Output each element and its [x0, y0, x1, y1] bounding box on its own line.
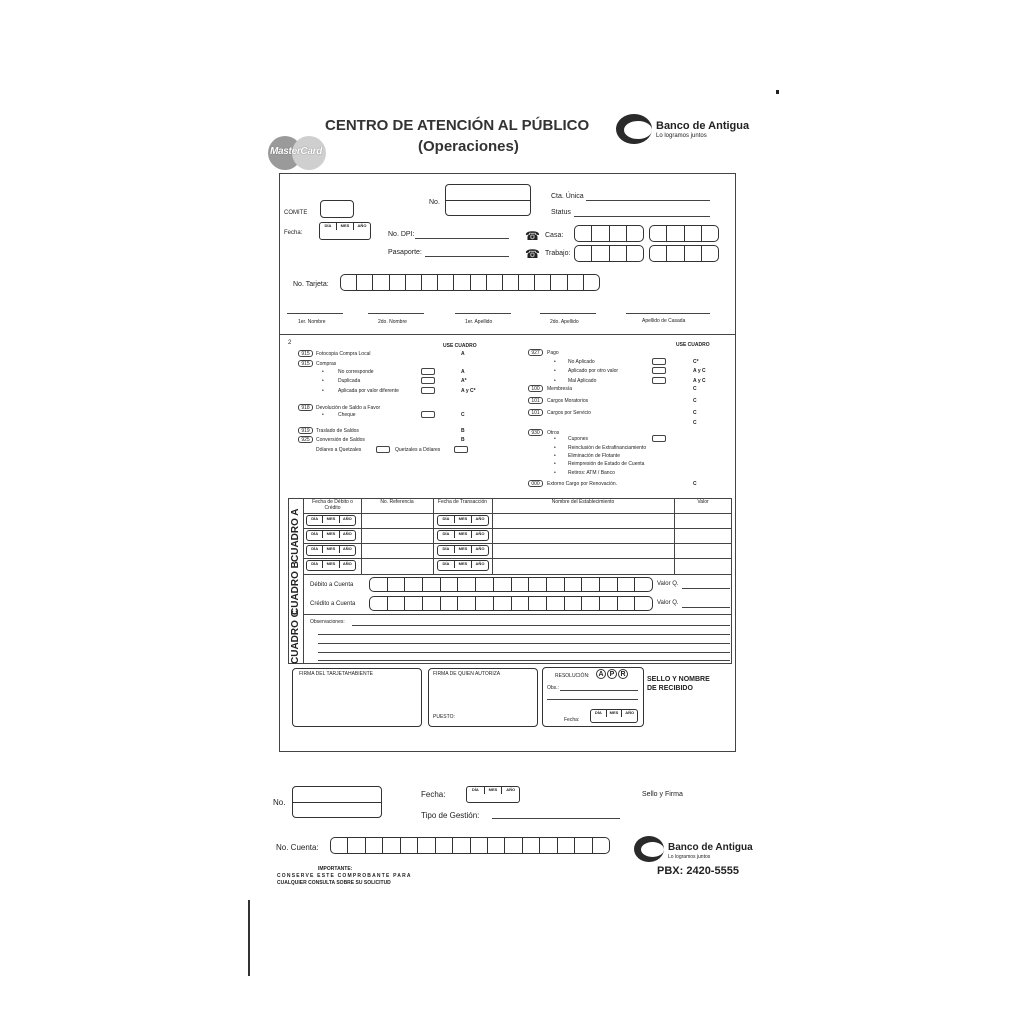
dpi-field[interactable] [415, 238, 509, 239]
debito-date-box[interactable]: DÍA MES AÑO [306, 530, 356, 541]
bank-name: Banco de Antigua [656, 120, 750, 132]
pasaporte-label: Pasaporte: [388, 249, 422, 256]
option-checkbox[interactable] [421, 377, 435, 384]
transaccion-date-box[interactable]: DÍA MES AÑO [437, 560, 489, 571]
firma-tarjetahabiente-label: FIRMA DEL TARJETAHABIENTE [299, 671, 373, 677]
no-label: No. [429, 199, 440, 206]
comite-label: COMITE [284, 210, 308, 216]
observaciones-line-5[interactable] [318, 660, 730, 661]
column-divider [674, 498, 675, 574]
mastercard-logo-text: MasterCard [270, 146, 323, 157]
option-code: 915 [298, 350, 313, 357]
status-label: Status [551, 209, 571, 216]
option-label: Aplicado por otro valor [568, 368, 619, 374]
trabajo-phone-field-b[interactable] [649, 245, 719, 262]
option-label: Pago [547, 350, 559, 356]
option-label: Cargos Moratorios [547, 398, 589, 404]
casa-label: Casa: [545, 232, 564, 239]
use-cuadro-value: C [461, 412, 465, 418]
option-label: Cheque [338, 412, 356, 418]
option-label: Cargos por Servicio [547, 410, 591, 416]
option-code: 930 [528, 429, 543, 436]
debito-valor-field[interactable] [682, 588, 730, 589]
cuadro-b-label: CUADRO B [290, 561, 301, 615]
bank-slogan: Lo logramos juntos [656, 133, 707, 139]
cuadro-a-divider [304, 574, 732, 575]
use-cuadro-value: B [461, 428, 465, 434]
first-name-field[interactable] [287, 313, 343, 314]
bullet: • [554, 368, 556, 374]
option-label: Aplicada por valor diferente [338, 388, 399, 394]
page-subtitle: (Operaciones) [418, 138, 519, 155]
credito-field[interactable] [369, 596, 653, 611]
quetzales-dolares-checkbox[interactable] [454, 446, 468, 453]
married-surname-field[interactable] [626, 313, 710, 314]
cuadro-a-header: Fecha de Transacción [437, 499, 488, 505]
option-label: Fotocopia Compra Local [316, 351, 371, 357]
res-obs-label: Obs.: [547, 685, 559, 691]
cuadro-b-divider [304, 614, 732, 615]
option-checkbox[interactable] [652, 435, 666, 442]
first-name-label: 1er. Nombre [298, 319, 326, 325]
res-obs-line-1[interactable] [560, 690, 638, 691]
cuadro-a-header: No. Referencia [380, 499, 414, 505]
option-code: 100 [528, 385, 543, 392]
scan-mark [776, 90, 779, 94]
receipt-fecha-label: Fecha: [421, 790, 446, 799]
tarjeta-label: No. Tarjeta: [293, 281, 329, 288]
option-checkbox[interactable] [421, 387, 435, 394]
cuadro-a-header: Valor [697, 499, 709, 505]
bank-logo [616, 114, 756, 148]
use-cuadro-value: C [693, 481, 697, 487]
credito-label: Crédito a Cuenta [310, 601, 356, 607]
use-cuadro-value: C* [693, 359, 699, 365]
bullet: • [322, 369, 324, 375]
option-code: 101 [528, 397, 543, 404]
fecha-label: Fecha: [284, 230, 303, 236]
sello-recibido-label: SELLO Y NOMBRE DE RECIBIDO [647, 676, 710, 692]
use-cuadro-value: A [461, 351, 465, 357]
option-label: Duplicada [338, 378, 361, 384]
bullet: • [322, 378, 324, 384]
use-cuadro-value: A y C [693, 368, 706, 374]
casa-phone-field-b[interactable] [649, 225, 719, 242]
option-code: 927 [528, 349, 543, 356]
row-divider [304, 513, 732, 514]
sello-firma-label: Sello y Firma [642, 791, 683, 798]
cta-unica-label: Cta. Única [551, 193, 584, 200]
use-cuadro-value: A y C* [461, 388, 476, 394]
observaciones-line-3[interactable] [318, 643, 730, 644]
status-field[interactable] [574, 216, 710, 217]
option-checkbox[interactable] [652, 377, 666, 384]
resolucion-option-r[interactable]: R [618, 669, 628, 679]
phone-icon: ☎ [525, 247, 540, 261]
option-code: 918 [298, 404, 313, 411]
row-divider [304, 528, 732, 529]
option-label: Compras [316, 361, 337, 367]
cuadro-c-label: CUADRO C [290, 610, 301, 664]
use-cuadro-value: C [693, 398, 697, 404]
column-divider [361, 498, 362, 574]
option-label: Retiros: ATM / Banco [568, 470, 615, 476]
puesto-label: PUESTO: [433, 714, 455, 720]
observaciones-line-1[interactable] [352, 625, 730, 626]
option-label: Extorno Cargo por Renovación. [547, 481, 618, 487]
debito-label: Débito a Cuenta [310, 582, 354, 588]
res-fecha-date-box[interactable]: DÍA MES AÑO [590, 709, 638, 723]
trabajo-phone-field-a[interactable] [574, 245, 644, 262]
bullet: • [554, 445, 556, 451]
res-obs-line-2[interactable] [547, 699, 638, 700]
pbx-number: PBX: 2420-5555 [657, 865, 739, 877]
option-label: Cupones [568, 436, 589, 442]
bullet: • [554, 453, 556, 459]
option-label: No Aplicado [568, 359, 595, 365]
option-checkbox[interactable] [652, 358, 666, 365]
trabajo-label: Trabajo: [545, 250, 571, 257]
option-label: Traslado de Saldos [316, 428, 359, 434]
resolucion-option-a[interactable]: A [596, 669, 606, 679]
bullet: • [554, 436, 556, 442]
pasaporte-field[interactable] [425, 256, 509, 257]
option-code: 925 [298, 436, 313, 443]
option-label: Reinclusión de Extrafinanciamiento [568, 445, 647, 451]
receipt-fecha-date-box[interactable]: DÍA MES AÑO [466, 786, 520, 803]
second-surname-field[interactable] [540, 313, 596, 314]
debito-valor-label: Valor Q. [657, 581, 679, 587]
cuadro-a-header: Nombre del Establecimiento [551, 499, 615, 505]
cuenta-field[interactable] [330, 837, 610, 854]
use-cuadro-value: C [693, 386, 697, 392]
scan-line [248, 900, 250, 976]
mastercard-logo [268, 136, 330, 170]
casa-phone-field-a[interactable] [574, 225, 644, 242]
option-checkbox[interactable] [421, 368, 435, 375]
no-divider [446, 200, 530, 201]
firma-autoriza-label: FIRMA DE QUIEN AUTORIZA [433, 671, 501, 677]
important-line-2: CUALQUIER CONSULTA SOBRE SU SOLICITUD [277, 880, 391, 886]
use-cuadro-value: C [693, 420, 697, 426]
credito-valor-label: Valor Q. [657, 600, 679, 606]
use-cuadro-value: A y C [693, 378, 706, 384]
column-divider [433, 498, 434, 574]
resolucion-label: RESOLUCIÓN: [555, 673, 590, 679]
observaciones-line-2[interactable] [318, 634, 730, 635]
option-label: Mal Aplicado [568, 378, 597, 384]
bullet: • [554, 470, 556, 476]
resolucion-option-p[interactable]: P [607, 669, 617, 679]
phone-icon: ☎ [525, 229, 540, 243]
row-divider [304, 558, 732, 559]
debito-date-box[interactable]: DÍA MES AÑO [306, 560, 356, 571]
receipt-bank-slogan: Lo logramos juntos [668, 854, 711, 860]
dolares-quetzales-label: Dólares a Quetzales [316, 447, 362, 453]
important-title: IMPORTANTE: [318, 866, 353, 872]
bullet: • [322, 412, 324, 418]
transaccion-date-box[interactable]: DÍA MES AÑO [437, 545, 489, 556]
page-title: CENTRO DE ATENCIÓN AL PÚBLICO [325, 117, 590, 134]
option-label: Otros [547, 430, 560, 436]
use-cuadro-value: C [693, 410, 697, 416]
transaccion-date-box[interactable]: DÍA MES AÑO [437, 515, 489, 526]
option-label: Devolución de Saldo a Favor [316, 405, 381, 411]
observaciones-line-4[interactable] [318, 652, 730, 653]
option-code: 919 [298, 427, 313, 434]
option-label: Reimpresión de Estado de Cuenta [568, 461, 645, 467]
tipo-gestion-label: Tipo de Gestión: [421, 811, 480, 820]
dpi-label: No. DPI: [388, 231, 415, 238]
receipt-no-divider [293, 802, 381, 803]
receipt-no-label: No. [273, 798, 286, 807]
bullet: • [554, 461, 556, 467]
section-divider [280, 334, 735, 335]
use-cuadro-value: A [461, 369, 465, 375]
bullet: • [322, 388, 324, 394]
option-label: Eliminación de Flotante [568, 453, 620, 459]
use-cuadro-value: A* [461, 378, 467, 384]
cuadro-a-header: Fecha de Débito o Crédito [312, 499, 353, 511]
first-surname-field[interactable] [455, 313, 511, 314]
important-line-1: CONSERVE ESTE COMPROBANTE PARA [277, 873, 412, 879]
receipt-bank-logo [634, 836, 764, 864]
observaciones-label: Observaciones: [310, 619, 345, 625]
second-surname-label: 2do. Apellido [550, 319, 579, 325]
bullet: • [554, 359, 556, 365]
receipt-bank-name: Banco de Antigua [668, 842, 753, 853]
option-checkbox[interactable] [421, 411, 435, 418]
use-cuadro-right-header: USE CUADRO [676, 342, 710, 348]
use-cuadro-left-header: USE CUADRO [443, 343, 477, 349]
first-surname-label: 1er. Apellido [465, 319, 493, 325]
option-code: 101 [528, 409, 543, 416]
cuadro-a-label: CUADRO A [290, 508, 301, 562]
quetzales-dolares-label: Quetzales a Dólares [395, 447, 441, 453]
cuenta-label: No. Cuenta: [276, 843, 319, 852]
debito-date-box[interactable]: DÍA MES AÑO [306, 515, 356, 526]
tarjeta-field[interactable] [340, 274, 600, 291]
comite-box[interactable] [320, 200, 354, 218]
transaccion-date-box[interactable]: DÍA MES AÑO [437, 530, 489, 541]
option-code: 000 [528, 480, 543, 487]
second-name-field[interactable] [368, 313, 424, 314]
option-label: Conversión de Saldos [316, 437, 365, 443]
section-number: 2 [288, 340, 292, 346]
option-checkbox[interactable] [652, 367, 666, 374]
column-divider [492, 498, 493, 574]
bullet: • [554, 378, 556, 384]
fecha-date-box[interactable]: DÍA MES AÑO [319, 222, 371, 240]
row-divider [304, 543, 732, 544]
use-cuadro-value: B [461, 437, 465, 443]
credito-valor-field[interactable] [682, 607, 730, 608]
second-name-label: 2do. Nombre [378, 319, 407, 325]
cta-unica-field[interactable] [586, 200, 710, 201]
res-fecha-label: Fecha: [564, 717, 580, 723]
married-surname-label: Apellido de Casada [642, 318, 686, 324]
tipo-gestion-field[interactable] [492, 818, 620, 819]
dolares-quetzales-checkbox[interactable] [376, 446, 390, 453]
option-code: 915 [298, 360, 313, 367]
debito-field[interactable] [369, 577, 653, 592]
option-label: Membresía [547, 386, 573, 392]
option-label: No corresponde [338, 369, 374, 375]
debito-date-box[interactable]: DÍA MES AÑO [306, 545, 356, 556]
